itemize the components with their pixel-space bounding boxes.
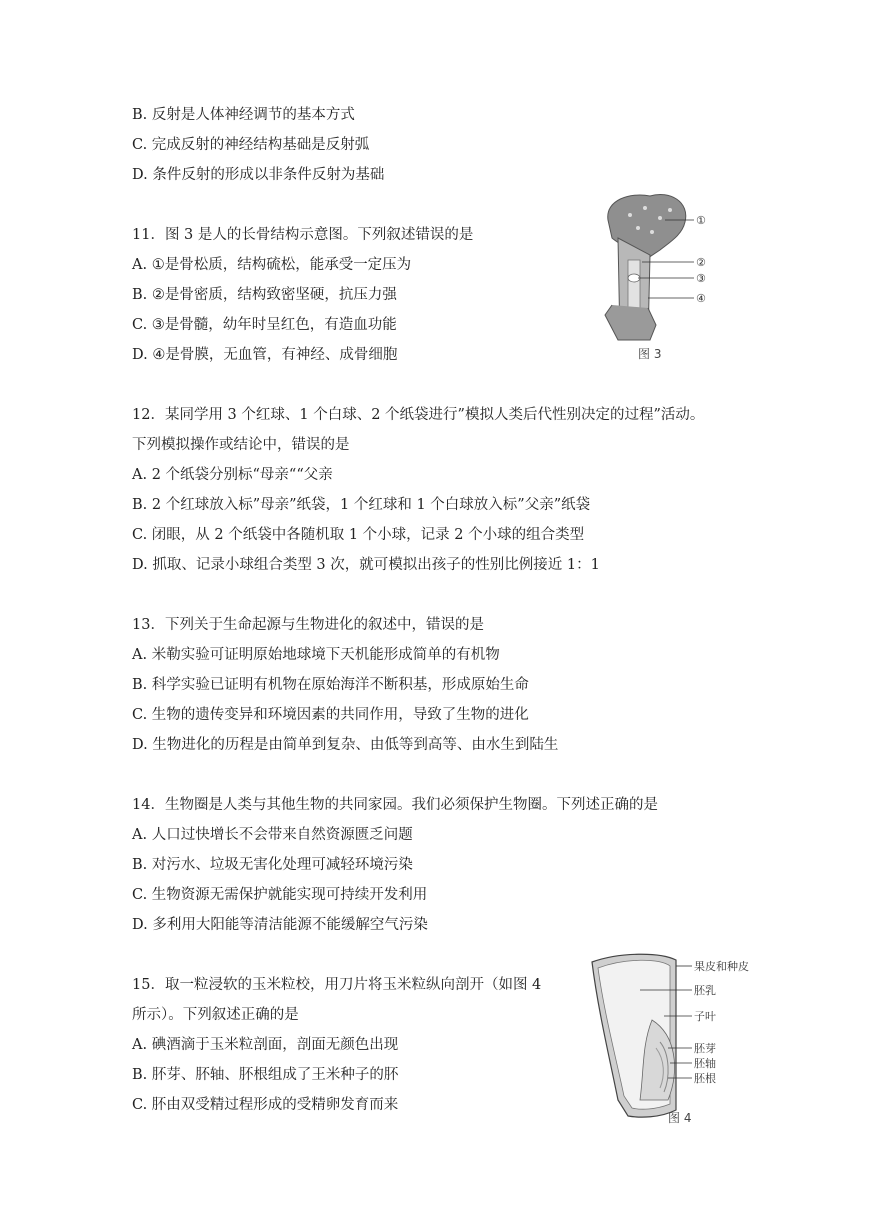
q15-option-b: B. 肧芽、肧轴、肧根组成了王米种子的肧 — [132, 1067, 399, 1083]
q14-option-d: D. 多利用大阳能等清洁能源不能缓解空气污染 — [132, 917, 428, 933]
q13-stem: 13．下列关于生命起源与生物进化的叙述中，错误的是 — [132, 617, 484, 633]
q10-option-b: B. 反射是人体神经调节的基本方式 — [132, 107, 355, 123]
fig4-caption: 图 4 — [668, 1111, 692, 1125]
fig4-label-pericarp: 果皮和种皮 — [694, 960, 749, 973]
q14-option-a: A. 人口过快增长不会带来自然资源匮乏问题 — [132, 827, 413, 843]
fig4-label-plumule: 胚芽 — [694, 1042, 716, 1055]
fig3-caption: 图 3 — [638, 347, 662, 361]
q14-option-c: C. 生物资源无需保护就能实现可持续开发利用 — [132, 887, 428, 903]
q13-option-d: D. 生物进化的历程是由简单到复杂、由低等到高等、由水生到陆生 — [132, 737, 559, 753]
q14-stem: 14．生物圈是人类与其他生物的共同家园。我们必须保护生物圈。下列述正确的是 — [132, 797, 658, 813]
q14-option-b: B. 对污水、垃圾无害化处理可减轻环境污染 — [132, 857, 413, 873]
fig4-label-endosperm: 胚乳 — [694, 984, 716, 997]
q13-option-b: B. 科学实验已证明有机物在原始海洋不断积基，形成原始生命 — [132, 677, 529, 693]
fig4-label-cotyledon: 子叶 — [694, 1010, 716, 1023]
q12-option-c: C. 闭眼，从 2 个纸袋中各随机取 1 个小球，记录 2 个小球的组合类型 — [132, 527, 585, 543]
figure-3-long-bone — [590, 190, 720, 365]
fig3-label-2: ② — [696, 256, 706, 269]
q11-option-c: C. ③是骨髓，幼年时呈红色，有造血功能 — [132, 317, 397, 333]
q15-option-a: A. 碘酒滴于玉米粒剖面，剖面无颜色出现 — [132, 1037, 399, 1053]
q13-option-a: A. 米勒实验可证明原始地球境下天机能形成简单的有机物 — [132, 647, 500, 663]
q11-option-d: D. ④是骨膜，无血管，有神经、成骨细胞 — [132, 347, 398, 363]
q12-option-a: A. 2 个纸袋分别标“母亲““父亲 — [132, 467, 333, 483]
q10-option-d: D. 条件反射的形成以非条件反射为基础 — [132, 167, 385, 183]
figure-4-corn-kernel — [580, 950, 780, 1130]
q15-stem-line-1: 15．取一粒浸软的玉米粒校，用刀片将玉米粒纵向剖开（如图 4 — [132, 977, 542, 993]
q12-option-d: D. 抓取、记录小球组合类型 3 次，就可模拟出孩子的性别比例接近 1：1 — [132, 557, 600, 573]
fig3-label-4: ④ — [696, 292, 706, 305]
q13-option-c: C. 生物的遗传变异和环境因素的共同作用，导致了生物的进化 — [132, 707, 529, 723]
fig4-label-radicle: 胚根 — [694, 1072, 716, 1085]
q12-stem-line-1: 12．某同学用 3 个红球、1 个白球、2 个纸袋进行”模拟人类后代性别决定的过程”活动。 — [132, 407, 705, 423]
q12-option-b: B. 2 个红球放入标”母亲”纸袋，1 个红球和 1 个白球放入标”父亲”纸袋 — [132, 497, 591, 513]
fig4-label-hypocotyl: 胚轴 — [694, 1057, 716, 1070]
q11-option-b: B. ②是骨密质，结构致密坚硬，抗压力强 — [132, 287, 397, 303]
fig3-label-3: ③ — [696, 272, 706, 285]
q11-stem: 11．图 3 是人的长骨结构示意图。下列叙述错误的是 — [132, 227, 474, 243]
q10-option-c: C. 完成反射的神经结构基础是反射弧 — [132, 137, 370, 153]
q15-stem-line-2: 所示）。下列叙述正确的是 — [132, 1007, 299, 1023]
q15-option-c: C. 肧由双受精过程形成的受精卵发育而来 — [132, 1097, 399, 1113]
q11-option-a: A. ①是骨松质，结构硫松，能承受一定压为 — [132, 257, 412, 273]
q12-stem-line-2: 下列模拟操作或结论中，错误的是 — [132, 437, 350, 453]
fig3-label-1: ① — [696, 214, 706, 227]
